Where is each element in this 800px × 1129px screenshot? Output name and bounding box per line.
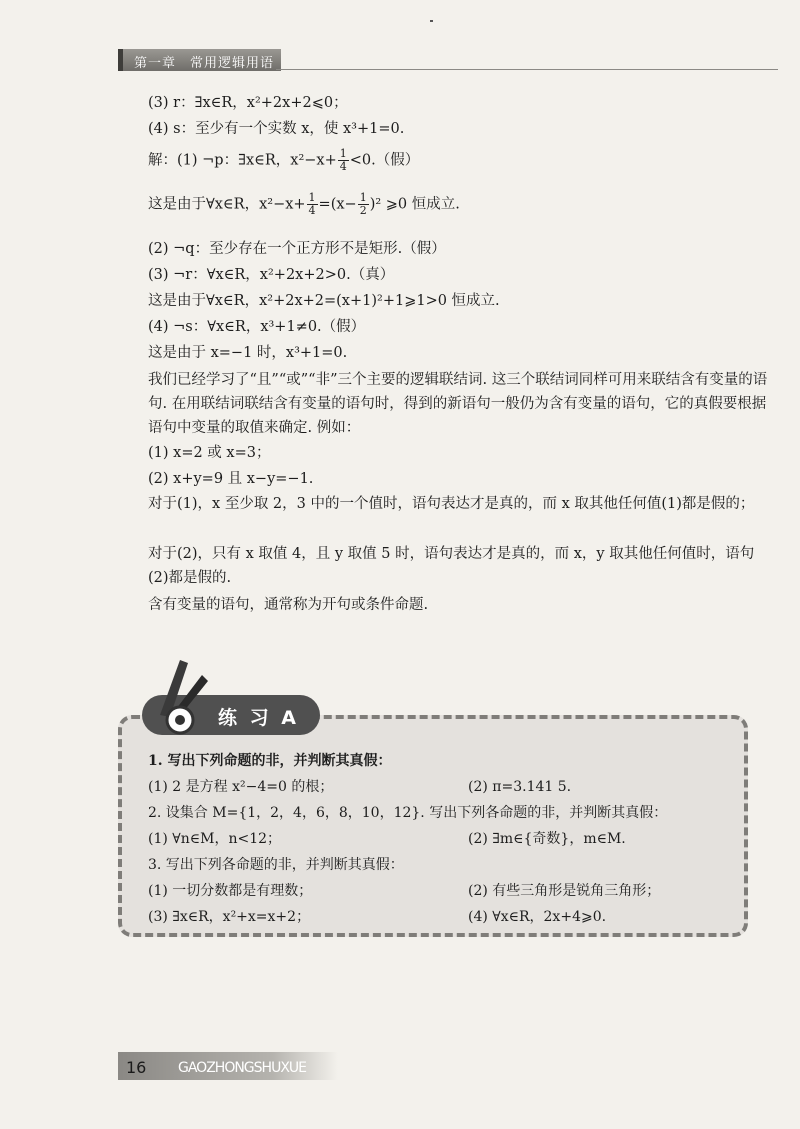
solution-1-tail: <0.（假） — [349, 152, 420, 169]
statement-r: (3) r：∃x∈R，x²+2x+2⩽0； — [148, 95, 348, 111]
fraction-one-quarter — [338, 148, 349, 173]
solution-4: (4) ¬s：∀x∈R，x³+1≠0.（假） — [148, 319, 366, 335]
solution-1-text: 解：(1) ¬p：∃x∈R，x²−x+ — [148, 152, 337, 169]
paragraph-logic-connectives: 我们已经学习了“且”“或”“非”三个主要的逻辑联结词. 这三个联结词同样可用来联结含有变量的语句. 在用联结词联结含有变量的语句时，得到的新语句一般仍为含有变量的语句，它的真假要根据语句中变量的取值来确定. 例如： — [148, 372, 768, 436]
reason-3: 这是由于∀x∈R，x²+2x+2=(x+1)²+1⩾1>0 恒成立. — [148, 293, 500, 309]
solution-3: (3) ¬r：∀x∈R，x²+2x+2>0.（真） — [148, 267, 395, 283]
exercise-q3: 3. 写出下列各命题的非，并判断其真假： — [148, 857, 404, 873]
example-1: (1) x=2 或 x=3； — [148, 445, 271, 461]
fraction-denominator: 4 — [339, 160, 347, 173]
fraction-numerator: 1 — [308, 191, 316, 204]
footer-brand: GAOZHONGSHUXUE — [178, 1060, 307, 1076]
exercise-q3-b: (2) 有些三角形是锐角三角形； — [468, 883, 661, 899]
exercise-q3-c: (3) ∃x∈R，x²+x=x+2； — [148, 909, 311, 925]
example-2: (2) x+y=9 且 x−y=−1. — [148, 471, 314, 487]
exercise-q1-a: (1) 2 是方程 x²−4=0 的根； — [148, 779, 334, 795]
chapter-header — [118, 45, 778, 73]
header-rule — [276, 69, 778, 70]
solution-1 — [148, 148, 419, 173]
reason-1 — [148, 192, 460, 217]
exercise-q1-b: (2) π=3.141 5. — [468, 779, 572, 795]
fraction-numerator: 1 — [359, 191, 367, 204]
reason-1-tail: )² ⩾0 恒成立. — [369, 196, 460, 213]
exercise-q1: 1. 写出下列命题的非，并判断其真假： — [148, 753, 392, 769]
paragraph-example-1: 对于(1)，x 至少取 2，3 中的一个值时，语句表达才是真的，而 x 取其他任何值(1)都是假的； — [148, 496, 755, 512]
fraction-numerator: 1 — [339, 147, 347, 160]
reason-1-mid: =(x− — [318, 196, 357, 213]
reason-4: 这是由于 x=−1 时，x³+1=0. — [148, 345, 348, 361]
fraction-denominator: 4 — [308, 204, 316, 217]
exercise-q2: 2. 设集合 M={1，2，4，6，8，10，12}. 写出下列各命题的非，并判断其真假： — [148, 805, 668, 821]
fraction-one-quarter-b — [307, 192, 318, 217]
paragraph-open-sentence: 含有变量的语句，通常称为开句或条件命题. — [148, 597, 429, 613]
exercise-q3-d: (4) ∀x∈R，2x+4⩾0. — [468, 909, 607, 925]
exercise-q2-a: (1) ∀n∈M，n<12； — [148, 831, 282, 847]
solution-2: (2) ¬q：至少存在一个正方形不是矩形.（假） — [148, 241, 446, 257]
statement-s: (4) s：至少有一个实数 x，使 x³+1=0. — [148, 121, 405, 137]
chapter-title: 第一章 常用逻辑用语 — [134, 56, 275, 71]
exercise-box — [118, 715, 748, 937]
compass-ruler-icon — [140, 655, 230, 735]
exercise-title: 练 习 A — [218, 707, 299, 729]
fraction-denominator: 2 — [359, 204, 367, 217]
reason-1-text: 这是由于∀x∈R，x²−x+ — [148, 196, 306, 213]
scan-mark — [430, 20, 433, 22]
exercise-q3-a: (1) 一切分数都是有理数； — [148, 883, 313, 899]
exercise-q2-b: (2) ∃m∈{奇数}，m∈M. — [468, 831, 626, 847]
fraction-one-half — [358, 192, 369, 217]
paragraph-example-2: 对于(2)，只有 x 取值 4，且 y 取值 5 时，语句表达才是真的，而 x，y 取其他任何值时，语句(2)都是假的. — [148, 546, 755, 586]
page-number: 16 — [126, 1058, 147, 1077]
